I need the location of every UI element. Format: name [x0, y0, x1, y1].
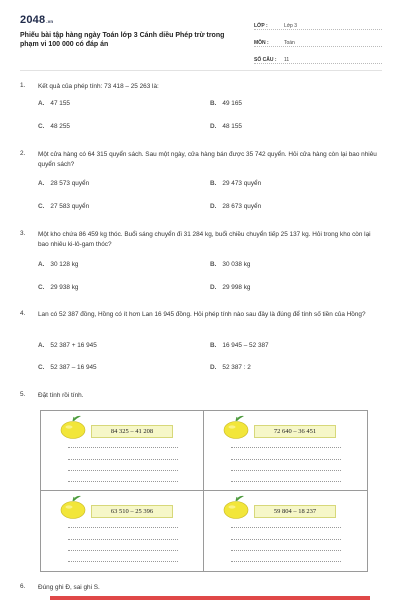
option-label: C.	[38, 203, 45, 210]
question-number: 5.	[20, 391, 26, 398]
meta-row-count	[254, 51, 382, 64]
question-2	[20, 150, 382, 215]
exercise-cell	[41, 411, 204, 491]
exercise-expression: 84 325 – 41 208	[91, 425, 173, 438]
question-text: Đặt tính rồi tính.	[38, 392, 84, 399]
answer-bar	[50, 596, 370, 600]
question-5	[20, 391, 382, 403]
answer-line[interactable]	[231, 481, 341, 482]
question-number: 4.	[20, 310, 26, 317]
option-label: B.	[210, 342, 217, 349]
question-4	[20, 310, 382, 375]
option-text: 27 583 quyển	[50, 203, 90, 210]
option-a[interactable]	[38, 180, 89, 187]
question-number: 2.	[20, 150, 26, 157]
option-text: 28 673 quyển	[222, 203, 262, 210]
exercise-grid	[40, 410, 368, 572]
logo-main: 2048	[20, 14, 46, 26]
answer-line[interactable]	[68, 550, 178, 551]
option-d[interactable]	[210, 284, 250, 291]
site-logo[interactable]	[20, 14, 53, 26]
question-number: 1.	[20, 82, 26, 89]
option-label: D.	[210, 203, 217, 210]
worksheet-title: Phiếu bài tập hàng ngày Toán lớp 3 Cánh diều Phép trừ trong phạm vi 100 000 có đáp án	[20, 32, 225, 48]
option-label: A.	[38, 261, 45, 268]
answer-line[interactable]	[68, 539, 178, 540]
question-text: Một cửa hàng có 64 315 quyển sách. Sau một ngày, cửa hàng bán được 35 742 quyển. Hỏi cửa hàng còn lại bao nhiêu quyển sách?	[38, 151, 377, 168]
meta-label: LỚP :	[254, 23, 268, 29]
question-number: 6.	[20, 583, 26, 590]
option-text: 52 387 + 16 945	[50, 342, 97, 349]
option-text: 47 155	[50, 100, 70, 107]
question-text: Đúng ghi Đ, sai ghi S.	[38, 584, 100, 591]
question-text: Lan có 52 387 đồng, Hồng có ít hơn Lan 16 945 đồng. Hỏi phép tính nào sau đây là đúng để tính số tiền của Hồng?	[38, 311, 366, 318]
header-divider	[20, 70, 382, 71]
meta-label: SỐ CÂU :	[254, 57, 277, 63]
meta-value: Toán	[284, 40, 295, 46]
option-d[interactable]	[210, 203, 261, 210]
exercise-cell	[204, 411, 367, 491]
option-text: 48 255	[50, 123, 70, 130]
exercise-cell	[41, 491, 204, 571]
worksheet-header	[20, 14, 382, 66]
logo-suffix: .vn	[46, 19, 54, 24]
answer-line[interactable]	[231, 447, 341, 448]
exercise-expression: 59 804 – 18 237	[254, 505, 336, 518]
option-text: 30 128 kg	[50, 261, 79, 268]
answer-line[interactable]	[68, 459, 178, 460]
option-a[interactable]	[38, 342, 97, 349]
option-label: B.	[210, 180, 217, 187]
option-label: D.	[210, 123, 217, 130]
option-text: 52 387 – 16 945	[50, 364, 97, 371]
question-3	[20, 230, 382, 295]
meta-row-class	[254, 17, 382, 30]
answer-line[interactable]	[231, 539, 341, 540]
exercise-expression: 72 640 – 36 451	[254, 425, 336, 438]
option-c[interactable]	[38, 284, 78, 291]
lemon-icon	[59, 494, 89, 522]
lemon-icon	[59, 414, 89, 442]
answer-line[interactable]	[68, 527, 178, 528]
option-label: A.	[38, 100, 45, 107]
option-d[interactable]	[210, 123, 242, 130]
question-text: Kết quả của phép tính: 73 418 – 25 263 là:	[38, 83, 159, 90]
meta-label: MÔN :	[254, 40, 269, 46]
option-label: A.	[38, 342, 45, 349]
option-label: C.	[38, 284, 45, 291]
answer-line[interactable]	[231, 550, 341, 551]
option-a[interactable]	[38, 261, 78, 268]
answer-line[interactable]	[231, 459, 341, 460]
option-b[interactable]	[210, 100, 242, 107]
answer-line[interactable]	[231, 470, 341, 471]
option-text: 29 998 kg	[222, 284, 251, 291]
question-number: 3.	[20, 230, 26, 237]
meta-row-subject	[254, 34, 382, 47]
option-label: B.	[210, 100, 217, 107]
option-text: 29 473 quyển	[222, 180, 262, 187]
option-d[interactable]	[210, 364, 251, 371]
option-label: D.	[210, 284, 217, 291]
question-text: Một kho chứa 86 459 kg thóc. Buổi sáng chuyển đi 31 284 kg, buổi chiều chuyển tiếp 25 137 kg. Hỏi trong kho còn lại bao nhiêu ki-lô-gam thóc?	[38, 231, 371, 248]
meta-info	[254, 17, 382, 68]
option-c[interactable]	[38, 364, 97, 371]
option-c[interactable]	[38, 123, 70, 130]
option-text: 16 945 – 52 387	[222, 342, 269, 349]
option-text: 28 573 quyển	[50, 180, 90, 187]
answer-line[interactable]	[231, 527, 341, 528]
option-label: A.	[38, 180, 45, 187]
exercise-expression: 63 510 – 25 396	[91, 505, 173, 518]
question-1	[20, 82, 382, 137]
option-text: 52 387 : 2	[222, 364, 251, 371]
question-6	[20, 583, 382, 595]
exercise-cell	[204, 491, 367, 571]
option-label: D.	[210, 364, 217, 371]
lemon-icon	[222, 494, 252, 522]
option-a[interactable]	[38, 100, 70, 107]
option-text: 30 038 kg	[222, 261, 251, 268]
option-label: B.	[210, 261, 217, 268]
option-b[interactable]	[210, 180, 261, 187]
option-text: 48 155	[222, 123, 242, 130]
lemon-icon	[222, 414, 252, 442]
answer-line[interactable]	[68, 561, 178, 562]
answer-line[interactable]	[68, 470, 178, 471]
option-text: 29 938 kg	[50, 284, 79, 291]
answer-line[interactable]	[68, 481, 178, 482]
meta-value: 11	[284, 57, 290, 63]
answer-line[interactable]	[68, 447, 178, 448]
option-b[interactable]	[210, 261, 250, 268]
option-b[interactable]	[210, 342, 269, 349]
option-label: C.	[38, 123, 45, 130]
option-c[interactable]	[38, 203, 89, 210]
meta-value: Lớp 3	[284, 23, 298, 29]
option-label: C.	[38, 364, 45, 371]
option-text: 49 165	[222, 100, 242, 107]
answer-line[interactable]	[231, 561, 341, 562]
